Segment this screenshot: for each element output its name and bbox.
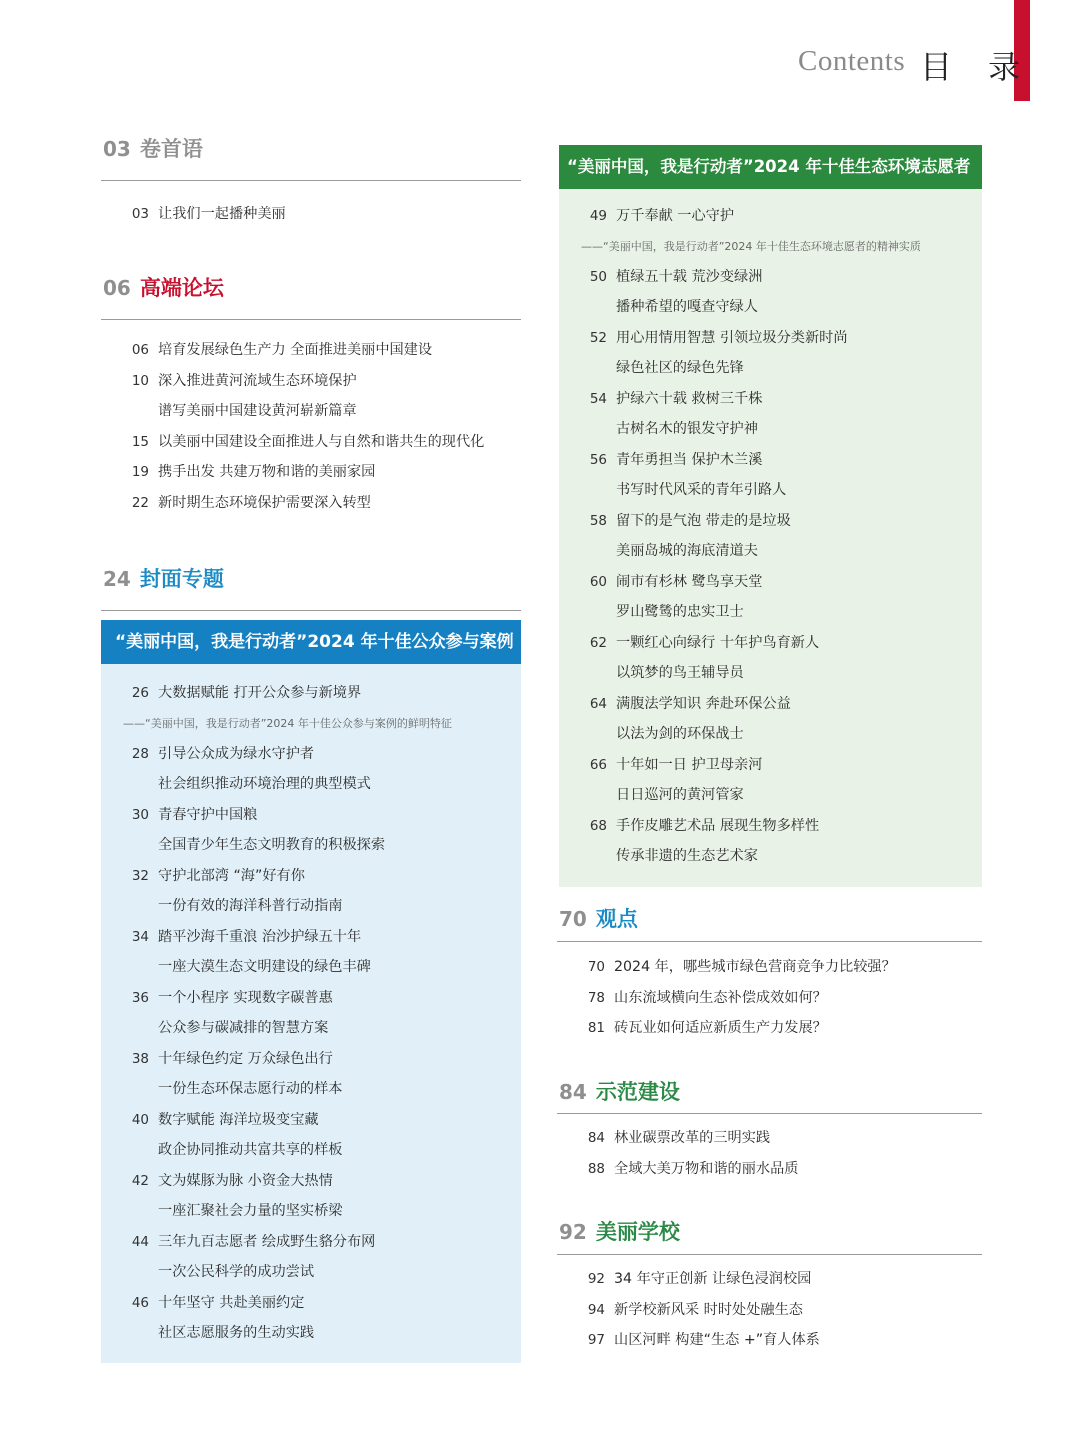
page-number: 66 [589,756,607,773]
toc-entry[interactable] [101,366,521,397]
toc-entry[interactable] [101,1166,521,1197]
section-demonstration [557,1077,982,1184]
page-number: 49 [589,208,607,224]
section-header [101,134,521,181]
entry-subline: 一份有效的海洋科普行动指南 [158,898,343,914]
contents-heading-zh: 目 录 [920,48,1034,86]
page-number: 97 [587,1332,605,1348]
entry-subline: 一份生态环保志愿行动的样本 [158,1081,343,1097]
entry-subline: 绿色社区的绿色先锋 [616,360,744,376]
section-forum [101,273,521,518]
toc-entry[interactable] [559,597,982,628]
page-number: 54 [589,390,607,407]
toc-entry[interactable] [101,1196,521,1227]
toc-list [557,1264,982,1356]
page-number: 42 [131,1172,149,1189]
page-number: 64 [589,695,607,712]
page-number: 10 [131,372,149,389]
entry-title: 用心用情用智慧 引领垃圾分类新时尚 [616,329,848,346]
toc-entry[interactable] [559,567,982,598]
entry-title: 一个小程序 实现数字碳普惠 [158,989,333,1006]
panel-banner: “美丽中国，我是行动者”2024 年十佳公众参与案例 [101,620,521,664]
toc-entry[interactable] [559,506,982,537]
page-number: 44 [131,1233,149,1250]
toc-entry[interactable] [101,457,521,488]
toc-entry[interactable] [101,335,521,366]
entry-title: 山东流域横向生态补偿成效如何？ [614,989,827,1006]
section-number: 70 [559,907,587,931]
entry-title: 青春守护中国粮 [158,806,258,823]
entry-subline: 美丽岛城的海底清道夫 [616,543,758,559]
entry-title: 闹市有杉林 鹭鸟享天堂 [616,573,763,590]
section-title: 卷首语 [139,137,203,161]
page-number: 62 [589,634,607,651]
entry-subline: 日日巡河的黄河管家 [616,787,744,803]
entry-subline: 书写时代风采的青年引路人 [616,482,787,498]
toc-entry[interactable] [559,750,982,781]
toc-list [101,335,521,518]
entry-title: 十年坚守 共赴美丽约定 [158,1294,305,1311]
entry-title: 护绿六十载 救树三千株 [616,390,763,407]
section-header [557,1077,982,1114]
toc-list [557,1123,982,1184]
section-title: 观点 [595,907,638,931]
toc-entry[interactable] [559,262,982,293]
entry-subline: 谱写美丽中国建设黄河崭新篇章 [158,403,357,419]
entry-title: 手作皮雕艺术品 展现生物多样性 [616,817,820,834]
page-number: 52 [589,329,607,346]
page-number: 88 [587,1160,605,1177]
section-beautiful-schools [557,1217,982,1356]
section-title: 高端论坛 [139,276,224,300]
entry-subline: 社会组织推动环境治理的典型模式 [158,776,371,792]
entry-subline: 以法为剑的环保战士 [616,726,744,742]
page-number: 84 [587,1130,605,1146]
toc-entry[interactable] [559,536,982,567]
toc-entry[interactable] [559,841,982,872]
toc-subtitle[interactable]: ——“美丽中国，我是行动者”2024 年十佳公众参与案例的鲜明特征 [123,716,452,730]
page-number: 06 [131,342,149,358]
toc-entry[interactable] [101,488,521,519]
toc-entry[interactable] [559,780,982,811]
page-number: 19 [131,464,149,480]
toc-entry[interactable] [101,830,521,861]
entry-subline: 社区志愿服务的生动实践 [158,1325,315,1341]
section-title: 示范建设 [595,1080,680,1104]
entry-subline: 政企协同推动共富共享的样板 [158,1142,343,1158]
entry-title: 一颗红心向绿行 十年护鸟育新人 [616,634,820,651]
section-title: 美丽学校 [595,1220,680,1244]
page-number: 81 [587,1020,605,1036]
toc-entry[interactable] [101,1257,521,1288]
page-number: 94 [587,1301,605,1318]
toc-entry[interactable] [559,414,982,445]
toc-entry[interactable] [101,769,521,800]
entry-title: 三年九百志愿者 绘成野生貉分布网 [158,1233,376,1250]
toc-entry[interactable] [559,658,982,689]
entry-title: 以美丽中国建设全面推进人与自然和谐共生的现代化 [158,433,485,450]
toc-entry[interactable] [559,384,982,415]
toc-entry[interactable] [101,1288,521,1319]
toc-entry[interactable] [557,952,982,983]
page-number: 34 [131,928,149,945]
entry-title: 踏平沙海千重浪 治沙护绿五十年 [158,928,362,945]
toc-list [559,201,982,872]
toc-entry[interactable] [101,199,521,230]
toc-subtitle[interactable]: ——“美丽中国，我是行动者”2024 年十佳生态环境志愿者的精神实质 [581,239,921,253]
toc-entry[interactable] [101,800,521,831]
section-number: 06 [103,276,131,300]
entry-title: 培育发展绿色生产力 全面推进美丽中国建设 [158,342,433,358]
page-number: 15 [131,433,149,450]
page-number: 58 [589,512,607,529]
entry-title: 守护北部湾 “海”好有你 [158,867,305,884]
page-number: 32 [131,867,149,884]
section-header [557,1217,982,1255]
entry-subline: 古树名木的银发守护神 [616,421,758,437]
toc-list [101,678,521,1349]
page-number: 46 [131,1294,149,1311]
page-number: 50 [589,268,607,285]
toc-entry[interactable] [557,1264,982,1295]
toc-entry[interactable] [101,1227,521,1258]
entry-title: 全域大美万物和谐的丽水品质 [614,1160,799,1177]
toc-entry[interactable] [559,689,982,720]
toc-list [101,199,521,230]
entry-subline: 以筑梦的鸟王辅导员 [616,665,744,681]
section-header [101,564,521,611]
entry-title: 砖瓦业如何适应新质生产力发展？ [614,1020,827,1036]
toc-entry[interactable] [101,1135,521,1166]
entry-title: 十年如一日 护卫母亲河 [616,756,763,773]
volunteers-panel [559,145,982,887]
toc-entry[interactable] [557,1325,982,1356]
page-number: 56 [589,451,607,468]
page-number: 22 [131,494,149,511]
entry-title: 2024 年，哪些城市绿色营商竞争力比较强？ [614,959,896,975]
entry-title: 携手出发 共建万物和谐的美丽家园 [158,464,376,480]
toc-entry[interactable] [559,201,982,232]
toc-entry[interactable] [559,445,982,476]
toc-entry[interactable] [559,323,982,354]
page-number: 70 [587,959,605,975]
toc-entry[interactable] [101,1044,521,1075]
toc-entry[interactable] [101,891,521,922]
toc-entry[interactable] [557,1123,982,1154]
toc-entry[interactable] [101,1013,521,1044]
toc-entry[interactable] [101,739,521,770]
toc-entry[interactable] [101,1105,521,1136]
section-header [557,904,982,942]
entry-title: 文为媒豚为脉 小资金大热情 [158,1172,333,1189]
entry-title: 山区河畔 构建“生态 +”育人体系 [614,1332,820,1348]
page-number: 68 [589,817,607,834]
toc-entry[interactable] [557,1295,982,1326]
section-number: 84 [559,1080,587,1104]
page-number: 30 [131,806,149,823]
entry-title: 新时期生态环境保护需要深入转型 [158,494,371,511]
page-number: 38 [131,1050,149,1067]
entry-title: 青年勇担当 保护木兰溪 [616,451,763,468]
contents-heading-en: Contents [798,45,906,77]
toc-list [557,952,982,1044]
section-number: 03 [103,137,131,161]
page-number: 60 [589,573,607,590]
toc-entry[interactable] [557,1154,982,1185]
page-number: 28 [131,745,149,762]
section-cover-feature [101,564,521,611]
public-participation-panel [101,620,521,1363]
toc-entry[interactable] [559,719,982,750]
entry-title: 十年绿色约定 万众绿色出行 [158,1050,333,1067]
section-viewpoint [557,904,982,1044]
entry-title: 大数据赋能 打开公众参与新境界 [158,685,362,701]
toc-entry[interactable] [559,811,982,842]
section-header [101,273,521,320]
toc-entry[interactable] [101,427,521,458]
section-number: 92 [559,1220,587,1244]
toc-entry[interactable] [559,353,982,384]
entry-subline: 一座汇聚社会力量的坚实桥梁 [158,1203,343,1219]
page-number: 78 [587,989,605,1006]
entry-title: 新学校新风采 时时处处融生态 [614,1301,803,1318]
toc-entry[interactable] [101,1074,521,1105]
entry-subline: 全国青少年生态文明教育的积极探索 [158,837,386,853]
entry-title: 深入推进黄河流域生态环境保护 [158,372,357,389]
entry-title: 让我们一起播种美丽 [158,206,286,222]
panel-banner: “美丽中国，我是行动者”2024 年十佳生态环境志愿者 [559,145,982,189]
toc-entry[interactable] [559,292,982,323]
toc-entry[interactable] [557,1013,982,1044]
toc-entry[interactable] [101,952,521,983]
entry-title: 引导公众成为绿水守护者 [158,745,315,762]
toc-entry[interactable] [101,678,521,709]
page-number: 03 [131,206,149,222]
entry-title: 34 年守正创新 让绿色浸润校园 [614,1271,812,1287]
entry-subline: 一次公民科学的成功尝试 [158,1264,315,1280]
toc-entry[interactable] [559,475,982,506]
entry-title: 万千奉献 一心守护 [616,208,735,224]
entry-subline: 播种希望的嘎查守绿人 [616,299,758,315]
toc-entry[interactable] [559,628,982,659]
toc-entry[interactable] [101,396,521,427]
page-number: 92 [587,1271,605,1287]
entry-subline: 罗山鹭鸶的忠实卫士 [616,604,744,620]
entry-subline: 传承非遗的生态艺术家 [616,848,758,864]
toc-entry[interactable] [101,922,521,953]
toc-entry[interactable] [101,1318,521,1349]
entry-subline: 公众参与碳减排的智慧方案 [158,1020,329,1036]
entry-title: 留下的是气泡 带走的是垃圾 [616,512,791,529]
entry-title: 数字赋能 海洋垃圾变宝藏 [158,1111,319,1128]
toc-entry[interactable] [101,861,521,892]
toc-entry[interactable] [557,983,982,1014]
section-title: 封面专题 [139,567,224,591]
page-number: 40 [131,1111,149,1128]
page-number: 26 [131,685,149,701]
toc-entry[interactable] [101,983,521,1014]
section-foreword [101,134,521,230]
section-number: 24 [103,567,131,591]
entry-subline: 一座大漠生态文明建设的绿色丰碑 [158,959,371,975]
entry-title: 满腹法学知识 奔赴环保公益 [616,695,791,712]
entry-title: 植绿五十载 荒沙变绿洲 [616,268,763,285]
page-number: 36 [131,989,149,1006]
entry-title: 林业碳票改革的三明实践 [614,1130,771,1146]
